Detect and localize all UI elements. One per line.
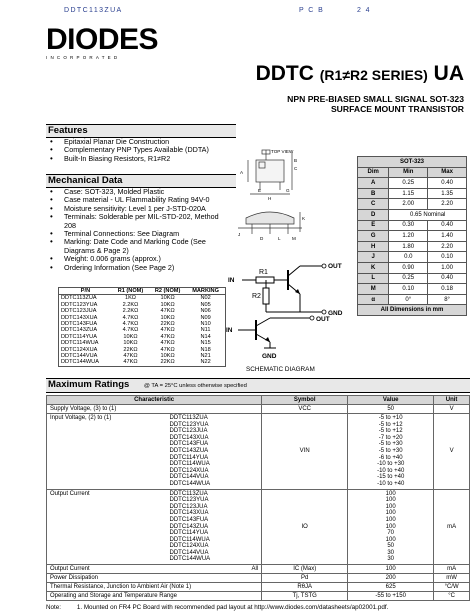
mechanical-item: • Case: SOT-323, Molded Plastic <box>50 188 230 196</box>
input-part: DDTC124XUA <box>169 467 209 474</box>
subtitle-line1: NPN PRE-BIASED SMALL SIGNAL SOT-323 <box>287 94 464 104</box>
table-row <box>358 231 467 242</box>
marking-r2: 47KΩ <box>160 333 175 340</box>
input-part: DDTC143FUA <box>169 441 209 448</box>
max-ratings-section <box>46 378 470 393</box>
table-row <box>358 220 467 231</box>
dim-cell: 1.00 <box>428 262 467 273</box>
dim-cell: J <box>358 252 389 263</box>
mechanical-item: • Terminal Connections: See Diagram <box>50 230 230 238</box>
pkg-label: E <box>258 188 262 193</box>
dim-cell: 1.80 <box>389 241 428 252</box>
marking-pn: DDTC144WUA <box>61 359 99 366</box>
output-part: DDTC144WUA <box>169 556 211 563</box>
marking-code: N05 <box>200 301 211 308</box>
dim-cell: A <box>358 178 389 189</box>
dim-cell: 2.20 <box>428 241 467 252</box>
ratings-cell: 200 <box>348 574 434 583</box>
marking-r2: 47KΩ <box>160 346 175 353</box>
schematic-gnd-label: GND <box>328 310 343 317</box>
output-value: 100 <box>385 510 396 517</box>
dim-cell: 0.30 <box>389 220 428 231</box>
title-series: (R1≠R2 SERIES) <box>319 67 428 83</box>
output-part: DDTC123JUA <box>169 503 208 510</box>
ratings-cell: Thermal Resistance, Junction to Ambient Air (Note 1) <box>47 583 262 592</box>
dim-cell: H <box>358 241 389 252</box>
marking-r1: 2.2KΩ <box>122 308 139 315</box>
schematic-in-label: IN <box>226 327 233 334</box>
ratings-value-list <box>348 489 434 565</box>
input-value: -5 to +30 <box>378 447 403 454</box>
dim-package-header: SOT-323 <box>358 157 467 168</box>
max-ratings-heading: Maximum Ratings <box>48 379 130 390</box>
table-row <box>47 583 470 592</box>
dim-cell: C <box>358 199 389 210</box>
title-suffix: UA <box>433 62 464 85</box>
output-part: DDTC123YUA <box>169 497 209 504</box>
marking-r2: 10KΩ <box>160 295 175 302</box>
subtitle-line2: SURFACE MOUNT TRANSISTOR <box>330 104 464 114</box>
dim-footer: All Dimensions in mm <box>358 305 467 316</box>
marking-code: N10 <box>200 321 211 328</box>
features-list <box>50 138 230 163</box>
input-part: DDTC144VUA <box>169 474 209 481</box>
output-value: 30 <box>387 549 395 556</box>
marking-r1-column <box>112 295 149 366</box>
marking-code: N21 <box>200 353 211 360</box>
output-part: DDTC143ZUA <box>169 523 209 530</box>
output-value: 100 <box>385 536 396 543</box>
pkg-label: D <box>260 236 264 241</box>
ratings-cell: VCC <box>262 405 348 414</box>
marking-pn: DDTC144VUA <box>61 353 98 360</box>
features-heading: Features <box>46 124 236 138</box>
ratings-part-list <box>167 489 262 565</box>
dim-col-header: Dim <box>358 167 389 178</box>
table-row <box>47 489 470 565</box>
output-value: 100 <box>385 516 396 523</box>
dim-cell: E <box>358 220 389 231</box>
ratings-cell: °C <box>434 592 470 601</box>
diodes-logo <box>46 25 166 60</box>
marking-r1: 22KΩ <box>123 346 138 353</box>
dim-cell: 0.65 Nominal <box>389 209 467 220</box>
table-row <box>47 414 470 490</box>
table-row <box>358 284 467 295</box>
table-row <box>358 273 467 284</box>
output-value: 30 <box>387 556 395 563</box>
title-main: DDTC <box>255 62 314 85</box>
input-value: -15 to +40 <box>377 474 405 481</box>
page-subtitle <box>204 94 464 114</box>
ratings-cell: 100 <box>348 565 434 574</box>
ratings-cell: Tj, TSTG <box>262 592 348 601</box>
marking-pn: DDTC123YUA <box>61 301 98 308</box>
pkg-label: B <box>294 158 298 163</box>
dim-cell: 1.15 <box>389 188 428 199</box>
ratings-cell: -55 to +150 <box>348 592 434 601</box>
dim-cell: 2.00 <box>389 199 428 210</box>
marking-r2: 47KΩ <box>160 340 175 347</box>
note-text: 1. Mounted on FR4 PC Board with recommended pad layout at http://www.diodes.com/datasheets/ap02001.pdf. <box>76 604 389 611</box>
marking-pn: DDTC143XUA <box>61 314 98 321</box>
input-value: -5 to +10 <box>378 415 403 421</box>
marking-r1: 10KΩ <box>123 340 138 347</box>
output-value: 100 <box>385 490 396 497</box>
marking-col-header: R2 (NOM) <box>149 288 186 295</box>
dim-cell: 1.40 <box>428 231 467 242</box>
marking-r1: 47KΩ <box>123 353 138 360</box>
dim-col-header: Min <box>389 167 428 178</box>
marking-code: N11 <box>200 327 211 334</box>
max-ratings-condition: @ TA = 25°C unless otherwise specified <box>143 383 247 389</box>
marking-code: N14 <box>200 333 211 340</box>
input-part: DDTC114WUA <box>169 461 210 468</box>
ratings-col-header: Unit <box>434 396 470 405</box>
ratings-col-header: Symbol <box>262 396 348 405</box>
marking-r1: 2.2KΩ <box>122 301 139 308</box>
ratings-cell: RθJA <box>262 583 348 592</box>
output-value: 100 <box>385 503 396 510</box>
marking-code: N09 <box>200 314 211 321</box>
marking-r2-column <box>149 295 186 366</box>
table-row <box>358 241 467 252</box>
input-value: -5 to +12 <box>378 421 403 428</box>
ratings-cell: IO <box>262 489 348 565</box>
mechanical-item: • Ordering Information (See Page 2) <box>50 264 230 272</box>
ratings-cell: mA <box>434 489 470 565</box>
features-item: • Built-In Biasing Resistors, R1≠R2 <box>50 155 230 163</box>
marking-col-header: P/N <box>59 288 112 295</box>
output-part: DDTC144VUA <box>169 549 209 556</box>
dim-cell: G <box>358 231 389 242</box>
output-value: 100 <box>385 497 396 504</box>
marking-code: N02 <box>200 295 211 302</box>
table-row <box>47 574 470 583</box>
table-row <box>358 188 467 199</box>
table-row <box>358 178 467 189</box>
dim-cell: 0° <box>389 294 428 305</box>
marking-r2: 10KΩ <box>160 301 175 308</box>
table-row <box>47 405 470 414</box>
output-part: DDTC114YUA <box>169 530 209 537</box>
dim-cell: 0.40 <box>428 220 467 231</box>
table-row <box>358 199 467 210</box>
dimension-table <box>357 156 467 316</box>
mechanical-item: • Marking: Date Code and Marking Code (See Diagrams & Page 2) <box>50 238 230 255</box>
page-title <box>256 62 464 86</box>
dim-cell: D <box>358 209 389 220</box>
mechanical-item: • Moisture sensitivity: Level 1 per J-STD-020A <box>50 205 230 213</box>
marking-pn: DDTC143ZUA <box>61 327 98 334</box>
input-value: -7 to +20 <box>378 434 403 441</box>
logo-wordmark: DIODES <box>46 23 159 56</box>
ratings-value-list <box>348 414 434 490</box>
ratings-cell: Supply Voltage, (3) to (1) <box>47 405 262 414</box>
features-item: • Complementary PNP Types Available (DDTA) <box>50 146 230 154</box>
output-part: DDTC143FUA <box>169 516 209 523</box>
pkg-label: J <box>238 232 241 237</box>
dim-cell: 0.10 <box>428 252 467 263</box>
marking-r2: 47KΩ <box>160 327 175 334</box>
mechanical-list <box>50 188 230 272</box>
table-row <box>358 209 467 220</box>
ratings-cell: IC (Max) <box>262 565 348 574</box>
dim-cell: B <box>358 188 389 199</box>
schematic-out-label: OUT <box>328 263 342 270</box>
marking-r2: 47KΩ <box>160 308 175 315</box>
ratings-cell: All <box>167 565 262 574</box>
marking-r2: 10KΩ <box>160 314 175 321</box>
dim-cell: M <box>358 284 389 295</box>
dim-cell: α <box>358 294 389 305</box>
table-row <box>358 294 467 305</box>
output-part: DDTC124XUA <box>169 543 209 550</box>
table-row <box>358 262 467 273</box>
schematic-r1-label: R1 <box>259 269 268 276</box>
ratings-cell: mA <box>434 565 470 574</box>
input-value: -10 to +40 <box>377 467 405 474</box>
ratings-cell: Operating and Storage and Temperature Range <box>47 592 262 601</box>
marking-r2: 10KΩ <box>160 353 175 360</box>
marking-r1: 4.7KΩ <box>122 321 139 328</box>
ratings-part-list <box>167 414 262 490</box>
dim-cell: 0.18 <box>428 284 467 295</box>
ratings-cell: VIN <box>262 414 348 490</box>
marking-col-header: MARKING <box>186 288 225 295</box>
marking-code: N15 <box>200 340 211 347</box>
marking-pn: DDTC114YUA <box>61 333 97 340</box>
dim-col-header: Max <box>428 167 467 178</box>
output-value: 50 <box>387 543 395 550</box>
page-number: 2 4 <box>357 7 371 14</box>
input-value: -10 to +30 <box>377 461 405 468</box>
marking-code-column <box>186 295 225 366</box>
ratings-cell: Input Voltage, (2) to (1) <box>47 414 167 490</box>
schematic-out-label: OUT <box>316 316 330 323</box>
marking-r2: 22KΩ <box>160 359 175 366</box>
table-row <box>358 252 467 263</box>
marking-pn-column <box>59 295 112 366</box>
input-part: DDTC144WUA <box>169 480 211 487</box>
dim-cell: 0.10 <box>389 284 428 295</box>
output-part: DDTC113ZUA <box>169 490 208 497</box>
marking-pn: DDTC114WUA <box>61 340 99 347</box>
schematic-diagram <box>226 252 368 374</box>
table-row <box>358 305 467 316</box>
marking-r1: 47KΩ <box>123 359 138 366</box>
pkg-label: C <box>294 166 298 171</box>
ratings-cell: 625 <box>348 583 434 592</box>
logo-tagline: INCORPORATED <box>46 55 121 60</box>
footnote <box>46 604 470 611</box>
input-part: DDTC113ZUA <box>169 415 208 421</box>
max-ratings-table <box>46 395 470 601</box>
dim-cell: 0.25 <box>389 273 428 284</box>
mechanical-item: • Case material - UL Flammability Rating 94V-0 <box>50 196 230 204</box>
ratings-cell: V <box>434 405 470 414</box>
ratings-cell: Pd <box>262 574 348 583</box>
marking-pn: DDTC123JUA <box>61 308 97 315</box>
pkg-label: G <box>286 188 290 193</box>
mechanical-heading: Mechanical Data <box>46 174 236 188</box>
dim-cell: 0.90 <box>389 262 428 273</box>
pkg-label: K <box>302 216 306 221</box>
schematic-in-label: IN <box>228 277 235 284</box>
marking-pn: DDTC124XUA <box>61 346 98 353</box>
marking-r1: 4.7KΩ <box>122 327 139 334</box>
ratings-col-header: Characteristic <box>47 396 262 405</box>
pkg-label: A <box>240 170 244 175</box>
mechanical-item: • Weight: 0.006 grams (approx.) <box>50 255 230 263</box>
features-item: • Epitaxial Planar Die Construction <box>50 138 230 146</box>
input-value: -10 to +40 <box>377 480 405 487</box>
package-outline-drawing <box>228 142 348 246</box>
marking-rows <box>59 295 226 366</box>
marking-r1: 1KΩ <box>124 295 136 302</box>
schematic-caption: SCHEMATIC DIAGRAM <box>246 366 315 373</box>
ratings-cell: mW <box>434 574 470 583</box>
marking-table <box>58 287 226 367</box>
input-value: -5 to +30 <box>378 441 403 448</box>
pkg-label: H <box>268 196 272 201</box>
schematic-gnd-label: GND <box>262 353 277 360</box>
table-row <box>47 592 470 601</box>
marking-r1: 10KΩ <box>123 333 138 340</box>
input-part: DDTC143ZUA <box>169 447 209 454</box>
schematic-r2-label: R2 <box>252 293 261 300</box>
pkg-label: TOP VIEW <box>271 149 294 154</box>
input-value: -6 to +40 <box>378 454 403 461</box>
dim-cell: 2.20 <box>428 199 467 210</box>
pcb-label: P C B <box>299 7 325 14</box>
input-part: DDTC123JUA <box>169 428 208 435</box>
part-code-header: DDTC113ZUA <box>64 7 123 14</box>
input-part: DDTC123YUA <box>169 421 209 428</box>
marking-r1: 4.7KΩ <box>122 314 139 321</box>
output-part: DDTC114WUA <box>169 536 210 543</box>
pkg-label: L <box>278 236 281 241</box>
ratings-cell: °C/W <box>434 583 470 592</box>
marking-r2: 22KΩ <box>160 321 175 328</box>
input-part: DDTC143XUA <box>169 434 209 441</box>
marking-code: N22 <box>200 359 211 366</box>
ratings-cell: V <box>434 414 470 490</box>
output-value: 100 <box>385 523 396 530</box>
table-row <box>47 565 470 574</box>
dim-cell: 0.40 <box>428 273 467 284</box>
mechanical-item: • Terminals: Solderable per MIL-STD-202, Method 208 <box>50 213 230 230</box>
input-value: -5 to +12 <box>378 428 403 435</box>
ratings-col-header: Value <box>348 396 434 405</box>
marking-pn: DDTC143FUA <box>61 321 98 328</box>
marking-code: N06 <box>200 308 211 315</box>
output-part: DDTC143XUA <box>169 510 209 517</box>
marking-code: N18 <box>200 346 211 353</box>
ratings-cell: 50 <box>348 405 434 414</box>
pkg-label: M <box>292 236 296 241</box>
marking-pn: DDTC113ZUA <box>61 295 97 302</box>
dim-cell: K <box>358 262 389 273</box>
ratings-cell: Power Dissipation <box>47 574 262 583</box>
marking-col-header: R1 (NOM) <box>112 288 149 295</box>
ratings-cell: Output Current <box>47 489 167 565</box>
dim-cell: L <box>358 273 389 284</box>
output-value: 70 <box>387 530 395 537</box>
dim-cell: 1.35 <box>428 188 467 199</box>
dim-cell: 0.0 <box>389 252 428 263</box>
dim-cell: 0.25 <box>389 178 428 189</box>
ratings-cell: Output Current <box>47 565 167 574</box>
dim-cell: 8° <box>428 294 467 305</box>
dim-cell: 1.20 <box>389 231 428 242</box>
dim-cell: 0.40 <box>428 178 467 189</box>
input-part: DDTC114YUA <box>169 454 209 461</box>
note-label: Note: <box>46 604 62 611</box>
